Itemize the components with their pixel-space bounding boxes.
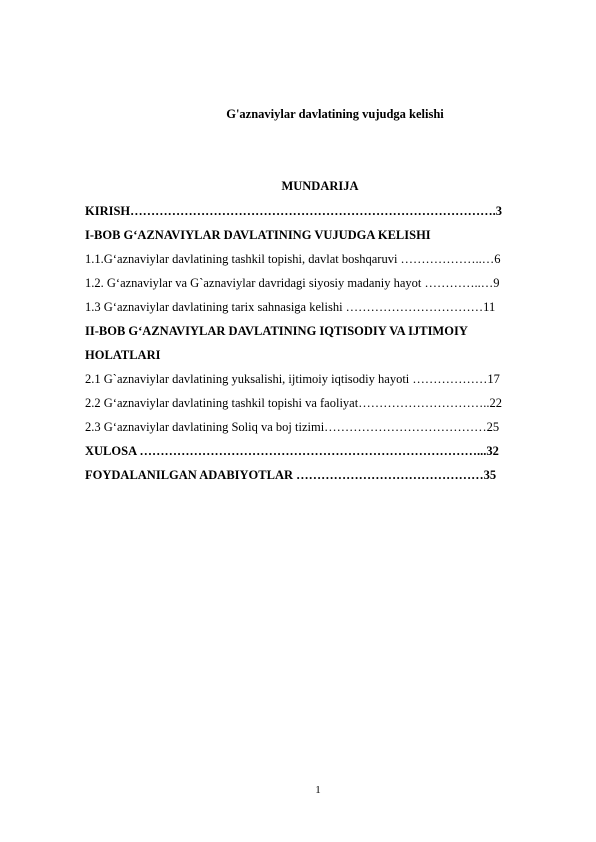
- toc-chapter-1: I-BOB G‘AZNAVIYLAR DAVLATINING VUJUDGA KELISHI: [85, 228, 431, 242]
- toc-entry-conclusion: XULOSA ………………………………………………………………………...32: [85, 444, 499, 458]
- toc-chapter-2: II-BOB G‘AZNAVIYLAR DAVLATINING IQTISODIY VA IJTIMOIY: [85, 324, 468, 338]
- toc-entry-references: FOYDALANILGAN ADABIYOTLAR ………………………………………35: [85, 468, 497, 482]
- toc-entry-1-1: 1.1.G‘aznaviylar davlatining tashkil topishi, davlat boshqaruvi ………………..…6: [85, 252, 501, 266]
- document-title: G'aznaviylar davlatining vujudga kelishi: [226, 107, 444, 121]
- toc-entry-2-3: 2.3 G‘aznaviylar davlatining Soliq va boj tizimi…………………………………25: [85, 420, 500, 434]
- page-number: 1: [315, 784, 321, 796]
- toc-heading: MUNDARIJA: [281, 179, 359, 193]
- toc-entry-1-2: 1.2. G‘aznaviylar va G`aznaviylar davridagi siyosiy madaniy hayot …………..…9: [85, 276, 500, 290]
- toc-entry-1-3: 1.3 G‘aznaviylar davlatining tarix sahnasiga kelishi ……………………………11: [85, 300, 496, 314]
- toc-entry-2-2: 2.2 G‘aznaviylar davlatining tashkil topishi va faoliyat…………………………..22: [85, 396, 502, 410]
- toc-entry-intro: KIRISH…………………………………………………………………………….3: [85, 204, 503, 218]
- toc-chapter-2-continued: HOLATLARI: [85, 348, 161, 362]
- toc-entry-2-1: 2.1 G`aznaviylar davlatining yuksalishi, ijtimoiy iqtisodiy hayoti ………………17: [85, 372, 500, 386]
